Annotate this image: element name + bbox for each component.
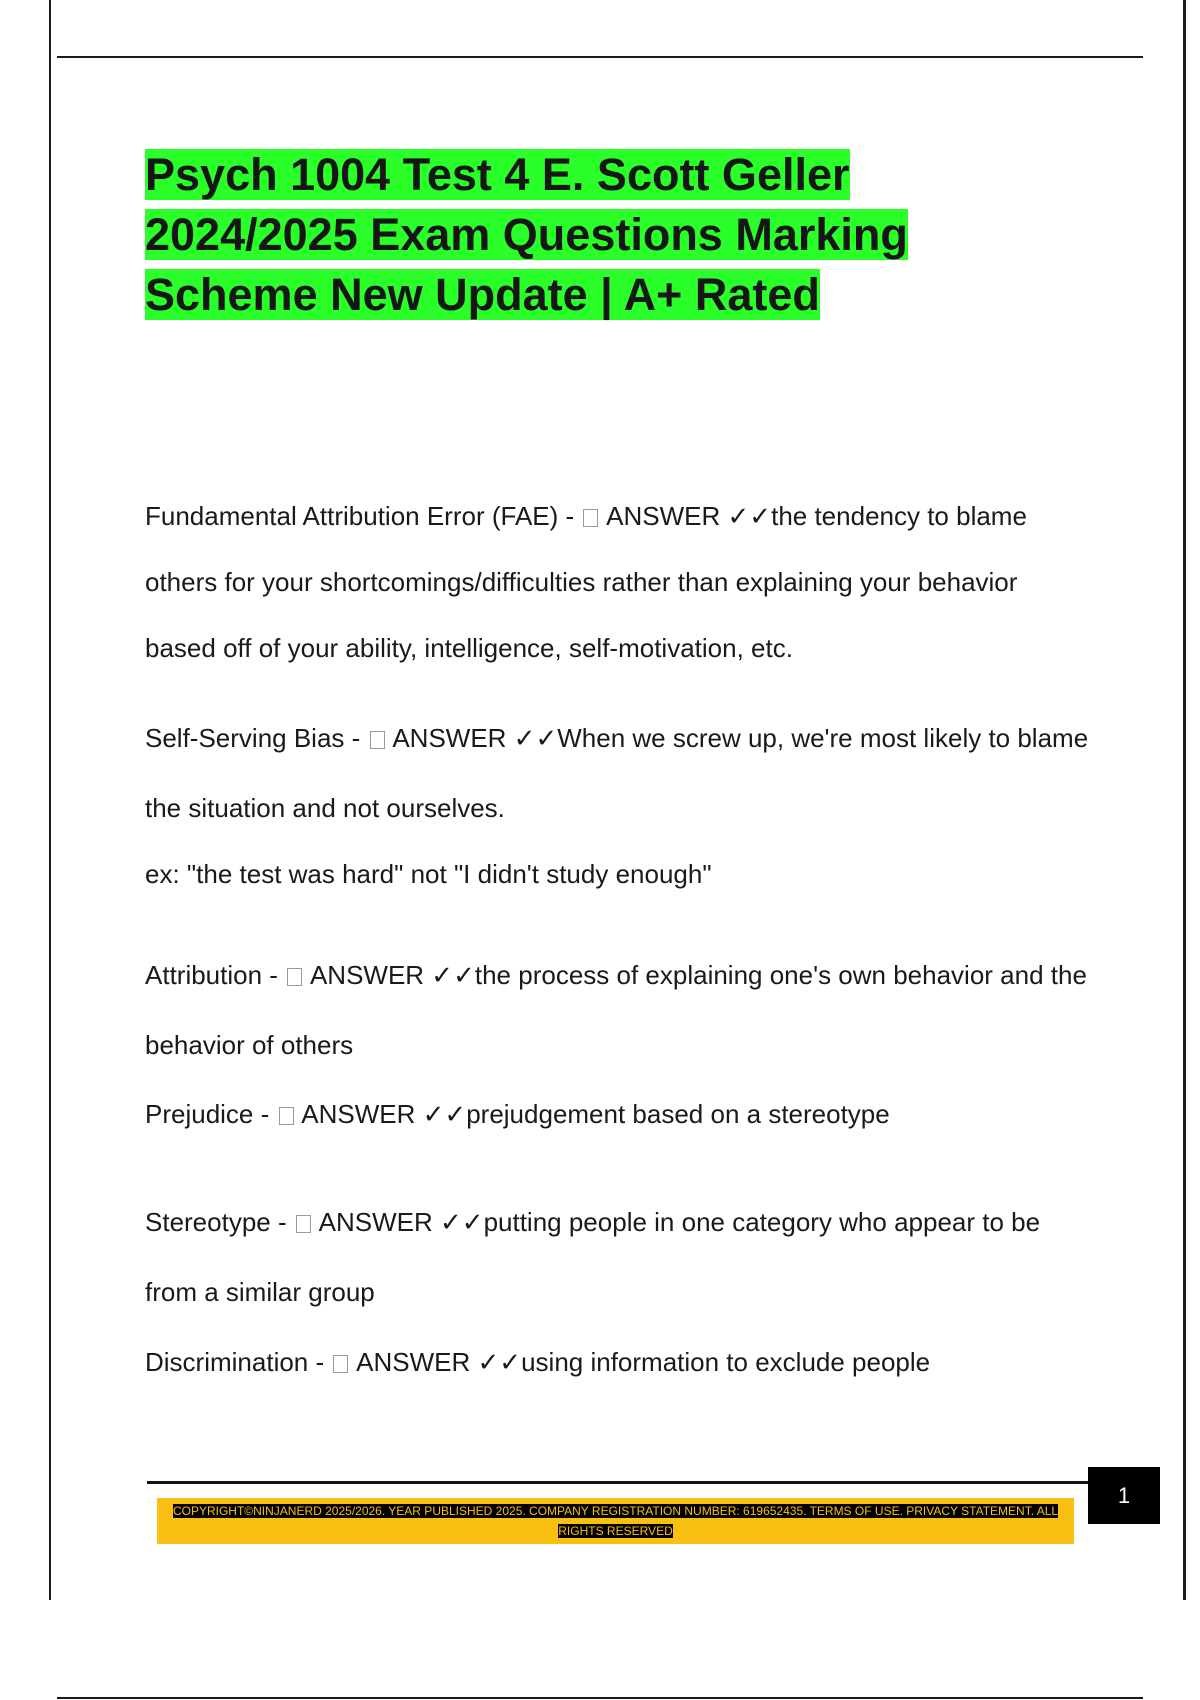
entry-definition: the process of explaining one's own behavior and the behavior of others [145,960,1087,1060]
copyright-notice [166,1501,1066,1541]
entry-definition: using information to exclude people [521,1347,931,1377]
page-border-right [1183,0,1186,1600]
entry-term: Fundamental Attribution Error (FAE) - [145,501,582,531]
entry-term: Prejudice - [145,1099,277,1129]
entry-fundamental-attribution-error [145,483,1095,681]
entry-answer-prefix: ANSWER ✓✓ [312,1207,484,1237]
missing-glyph-box-icon [583,509,598,527]
entry-definition: prejudgement based on a stereotype [466,1099,890,1129]
entry-stereotype [145,1187,1095,1327]
missing-glyph-box-icon [287,968,302,986]
copyright-text: COPYRIGHT©NINJANERD 2025/2026. YEAR PUBLISHED 2025. COMPANY REGISTRATION NUMBER: 619652435. TERMS OF USE. PRIVACY STATEMENT. ALL RIGHTS RESERVED [172,1504,1059,1538]
entry-answer-prefix: ANSWER ✓✓ [295,1099,467,1129]
entry-prejudice [145,1094,1095,1134]
entry-term: Self-Serving Bias - [145,723,368,753]
entry-definition: putting people in one category who appear to be from a similar group [145,1207,1041,1307]
entry-example-note [145,858,1095,890]
entry-term: Discrimination - [145,1347,332,1377]
entry-attribution [145,940,1095,1080]
entry-example-text: ex: "the test was hard" not "I didn't study enough" [145,859,712,889]
entry-answer-prefix: ANSWER ✓✓ [304,960,475,990]
entry-answer-prefix: ANSWER ✓✓ [600,501,772,531]
document-title [145,145,1045,325]
missing-glyph-box-icon [333,1355,348,1373]
document-title-text: Psych 1004 Test 4 E. Scott Geller 2024/2025 Exam Questions Marking Scheme New Update | A+ Rated [145,149,908,320]
copyright-band [157,1498,1074,1544]
bottom-rule [57,1697,1143,1699]
entry-definition: When we screw up, we're most likely to blame the situation and not ourselves. [145,723,1089,823]
missing-glyph-box-icon [370,731,385,749]
missing-glyph-box-icon [279,1107,294,1125]
page-number: 1 [1088,1467,1160,1524]
entry-term: Stereotype - [145,1207,294,1237]
entry-discrimination [145,1342,1095,1382]
entry-self-serving-bias [145,703,1095,843]
entry-answer-prefix: ANSWER ✓✓ [350,1347,522,1377]
entry-definition: the tendency to blame others for your shortcomings/difficulties rather than explaining your behavior based off of your ability, intelligence, self-motivation, etc. [145,501,1027,663]
page-border-left [49,0,51,1600]
footer-rule [147,1481,1089,1484]
entry-term: Attribution - [145,960,286,990]
top-rule [57,56,1143,58]
entry-answer-prefix: ANSWER ✓✓ [386,723,558,753]
missing-glyph-box-icon [296,1215,311,1233]
